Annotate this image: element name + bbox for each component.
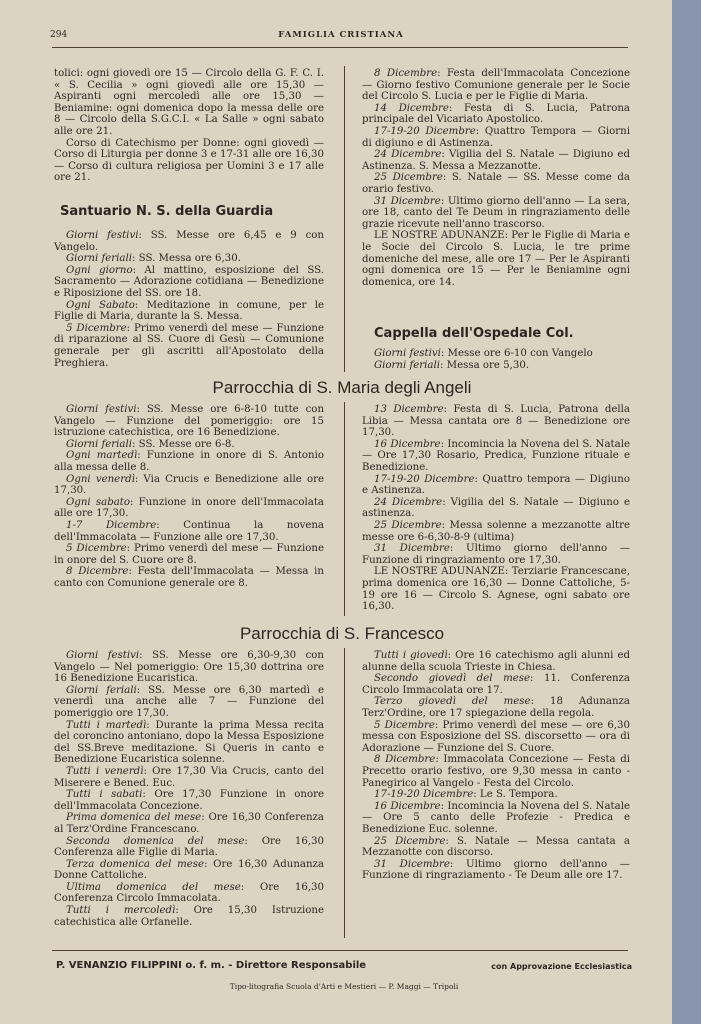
paragraph: Terza domenica del mese: Ore 16,30 Adunanza Donne Cattoliche. — [54, 858, 324, 882]
paragraph: 1-7 Dicembre: Continua la novena dell'Immacolata — Funzione alle ore 17,30. — [54, 519, 324, 543]
paragraph: 17-19-20 Dicembre: Quattro Tempora — Giorni di digiuno e di Astinenza. — [362, 125, 630, 149]
paragraph: Prima domenica del mese: Ore 16,30 Conferenza al Terz'Ordine Francescano. — [54, 812, 324, 835]
ospedale-column — [362, 348, 630, 371]
page-footer — [56, 960, 632, 971]
paragraph: tolici: ogni giovedì ore 15 — Circolo della G. F. C. I. « S. Cecilia » ogni giovedì alle ore 15,30 — Aspiranti ogni mercoledì alle ore 15,30 — Beniamine: ogni domenica dopo la messa delle ore 8 — Circolo della S.G.C.I. « La Salle » ogni sabato alle ore 21. — [54, 68, 324, 137]
paragraph: LE NOSTRE ADUNANZE: Per le Figlie di Maria e le Socie del Circolo S. Lucia, le tre prime domeniche del mese, alle ore 17 — Per le Aspiranti ogni domenica ore 15 — Per le Beniamine ogni domenica, ore 14. — [362, 230, 630, 288]
top-left-column — [54, 68, 324, 184]
scan-background — [672, 0, 701, 1024]
guardia-column — [54, 230, 324, 369]
paragraph: 24 Dicembre: Vigilia del S. Natale — Digiuno e astinenza. — [362, 496, 630, 520]
paragraph: 16 Dicembre: Incomincia la Novena del S. Natale — Ore 5 canto delle Profezie - Predica e Benedizione Euc. solenne. — [362, 800, 630, 835]
paragraph: 25 Dicembre: S. Natale — SS. Messe come da orario festivo. — [362, 172, 630, 195]
angeli-left-column — [54, 404, 324, 590]
paragraph: 17-19-20 Dicembre: Le S. Tempora. — [374, 789, 558, 801]
paragraph: 8 Dicembre: Immacolata Concezione — Festa di Precetto orario festivo, ore 9,30 messa in canto - Panegirico al Vangelo - Festa del Circolo. — [362, 754, 630, 789]
magazine-title: FAMIGLIA CRISTIANA — [278, 30, 404, 40]
section-title-guardia: Santuario N. S. della Guardia — [60, 204, 274, 219]
paragraph: Ogni Sabato: Meditazione in comune, per le Figlie di Maria, durante la S. Messa. — [54, 299, 324, 323]
paragraph: Ultima domenica del mese: Ore 16,30 Conferenza Circolo Immacolata. — [54, 881, 325, 905]
paragraph: Seconda domenica del mese: Ore 16,30 Conferenza alle Figlie di Maria. — [54, 835, 324, 859]
francesco-right-column — [362, 650, 630, 882]
paragraph: 8 Dicembre: Festa dell'Immacolata — Messa in canto con Comunione generale ore 8. — [54, 566, 324, 589]
paragraph: Giorni feriali: SS. Messe ore 6-8. — [66, 438, 235, 450]
paragraph: 5 Dicembre: Primo venerdì del mese — Funzione di riparazione al SS. Cuore di Gesù — Comunione generale per gli ascritti all'Apostolato della Preghiera. — [54, 322, 324, 369]
paragraph: 16 Dicembre: Incomincia la Novena del S. Natale — Ore 17,30 Rosario, Predica, Funzione rituale e Benedizione. — [362, 438, 630, 473]
paragraph: Giorni festivi: Messe ore 6-10 con Vangelo — [374, 348, 593, 359]
paragraph: 14 Dicembre: Festa di S. Lucia, Patrona principale del Vicariato Apostolico. — [362, 102, 630, 126]
paragraph: Tutti i venerdì: Ore 17,30 Via Crucis, canto del Miserere e Bened. Euc. — [54, 765, 324, 789]
section-title-ospedale: Cappella dell'Ospedale Col. — [374, 326, 574, 341]
paragraph: 31 Dicembre: Ultimo giorno dell'anno — Funzione di ringraziamento ore 17,30. — [362, 543, 630, 566]
paragraph: Tutti i sabati: Ore 17,30 Funzione in onore dell'Immacolata Concezione. — [54, 789, 324, 812]
paragraph: Secondo giovedì del mese: 11. Conferenza Circolo Immacolata ore 17. — [362, 673, 630, 696]
paragraph: Giorni festivi: SS. Messe ore 6,45 e 9 con Vangelo. — [54, 230, 324, 253]
paragraph: 24 Dicembre: Vigilia del S. Natale — Digiuno ed Astinenza. S. Messa a Mezzanotte. — [362, 149, 630, 172]
paragraph: Ogni giorno: Al mattino, esposizione del SS. Sacramento — Adorazione cotidiana — Benedizione e Riposizione del SS. ore 18. — [54, 264, 324, 299]
angeli-right-column — [362, 404, 630, 613]
paragraph: Terzo giovedì del mese: 18 Adunanza Terz'Ordine, ore 17 spiegazione della regola. — [362, 696, 630, 719]
paragraph: Tutti i giovedì: Ore 16 catechismo agli alunni ed alunne della scuola Trieste in Chiesa. — [362, 650, 631, 673]
column-divider — [344, 66, 345, 372]
paragraph: 5 Dicembre: Primo venerdì del mese — Funzione in onore del S. Cuore ore 8. — [54, 543, 324, 566]
page-number: 294 — [50, 30, 68, 40]
section-title-francesco: Parrocchia di S. Francesco — [239, 624, 445, 643]
paragraph: Giorni festivi: SS. Messe ore 6,30-9,30 con Vangelo — Nel pomeriggio: Ore 15,30 dottrina ore 16 Benedizione Eucaristica. — [54, 650, 324, 685]
column-divider — [344, 402, 345, 616]
footer-rule — [52, 950, 628, 951]
paragraph: Giorni feriali: SS. Messe ore 6,30 martedì e venerdì una anche alle 7 — Funzione del pomeriggio ore 17,30. — [54, 684, 324, 719]
paragraph: Ogni martedì: Funzione in onore di S. Antonio alla messa delle 8. — [54, 450, 324, 473]
paragraph: 17-19-20 Dicembre: Quattro tempora — Digiuno e Astinenza. — [362, 473, 630, 497]
paragraph: Tutti i martedì: Durante la prima Messa recita del coroncino antoniano, dopo la Messa Esposizione del SS.Breve meditazione. Si Queris in canto e Benedizione Eucaristica solenne. — [54, 719, 325, 766]
header-rule — [52, 47, 628, 48]
paragraph: 25 Dicembre: Messa solenne a mezzanotte altre messe ore 6-6,30-8-9 (ultima) — [362, 519, 630, 543]
francesco-left-column — [54, 650, 324, 928]
printer-imprint: Tipo-litografia Scuola d'Arti e Mestieri — P. Maggi — Tripoli — [229, 982, 459, 991]
approval-note: con Approvazione Ecclesiastica — [491, 962, 632, 971]
director-line: P. VENANZIO FILIPPINI o. f. m. - Direttore Responsabile — [56, 960, 367, 971]
paragraph: Giorni feriali: Messa ore 5,30. — [374, 359, 530, 371]
page-header — [50, 30, 632, 46]
paragraph: 31 Dicembre: Ultimo giorno dell'anno — Funzione di ringraziamento - Te Deum alle ore 17. — [362, 858, 630, 882]
paragraph: Giorni festivi: SS. Messe ore 6-8-10 tutte con Vangelo — Funzione del pomeriggio: ore 15 istruzione catechistica, ore 16 Benedizione. — [54, 404, 325, 439]
paragraph: 13 Dicembre: Festa di S. Lucia, Patrona della Libia — Messa cantata ore 8 — Benedizione ore 17,30. — [362, 404, 630, 439]
paragraph: LE NOSTRE ADUNANZE: Terziarie Francescane, prima domenica ore 16,30 — Donne Cattoliche, 5-19 ore 16 — Circolo S. Agnese, ogni sabato ore 16,30. — [362, 566, 630, 613]
paragraph: Giorni feriali: SS. Messa ore 6,30. — [66, 253, 241, 265]
paragraph: Ogni sabato: Funzione in onore dell'Immacolata alle ore 17,30. — [54, 496, 324, 520]
section-title-angeli: Parrocchia di S. Maria degli Angeli — [212, 378, 472, 397]
paragraph: Tutti i mercoledì: Ore 15,30 Istruzione catechistica alle Orfanelle. — [54, 905, 324, 928]
paragraph: 31 Dicembre: Ultimo giorno dell'anno — La sera, ore 18, canto del Te Deum in ringraziamento delle grazie ricevute nell'anno trascorso. — [362, 195, 630, 230]
column-divider — [344, 648, 345, 938]
paragraph: 5 Dicembre: Primo venerdì del mese — ore 6,30 messa con Esposizione del SS. discorsetto — ora di Adorazione — Funzione del S. Cuore. — [362, 719, 630, 754]
paragraph: Ogni venerdì: Via Crucis e Benedizione alle ore 17,30. — [54, 473, 324, 497]
paragraph: Corso di Catechismo per Donne: ogni giovedì — Corso di Liturgia per donne 3 e 17-31 alle ore 16,30 — Corso di cultura religiosa per Uomini 3 e 17 alle ore 21. — [54, 137, 324, 184]
top-right-column — [362, 68, 630, 288]
paragraph: 8 Dicembre: Festa dell'Immacolata Concezione — Giorno festivo Comunione generale per le Socie del Circolo S. Lucia e per le Figlie di Maria. — [362, 68, 630, 103]
paragraph: 25 Dicembre: S. Natale — Messa cantata a Mezzanotte con discorso. — [362, 835, 630, 859]
